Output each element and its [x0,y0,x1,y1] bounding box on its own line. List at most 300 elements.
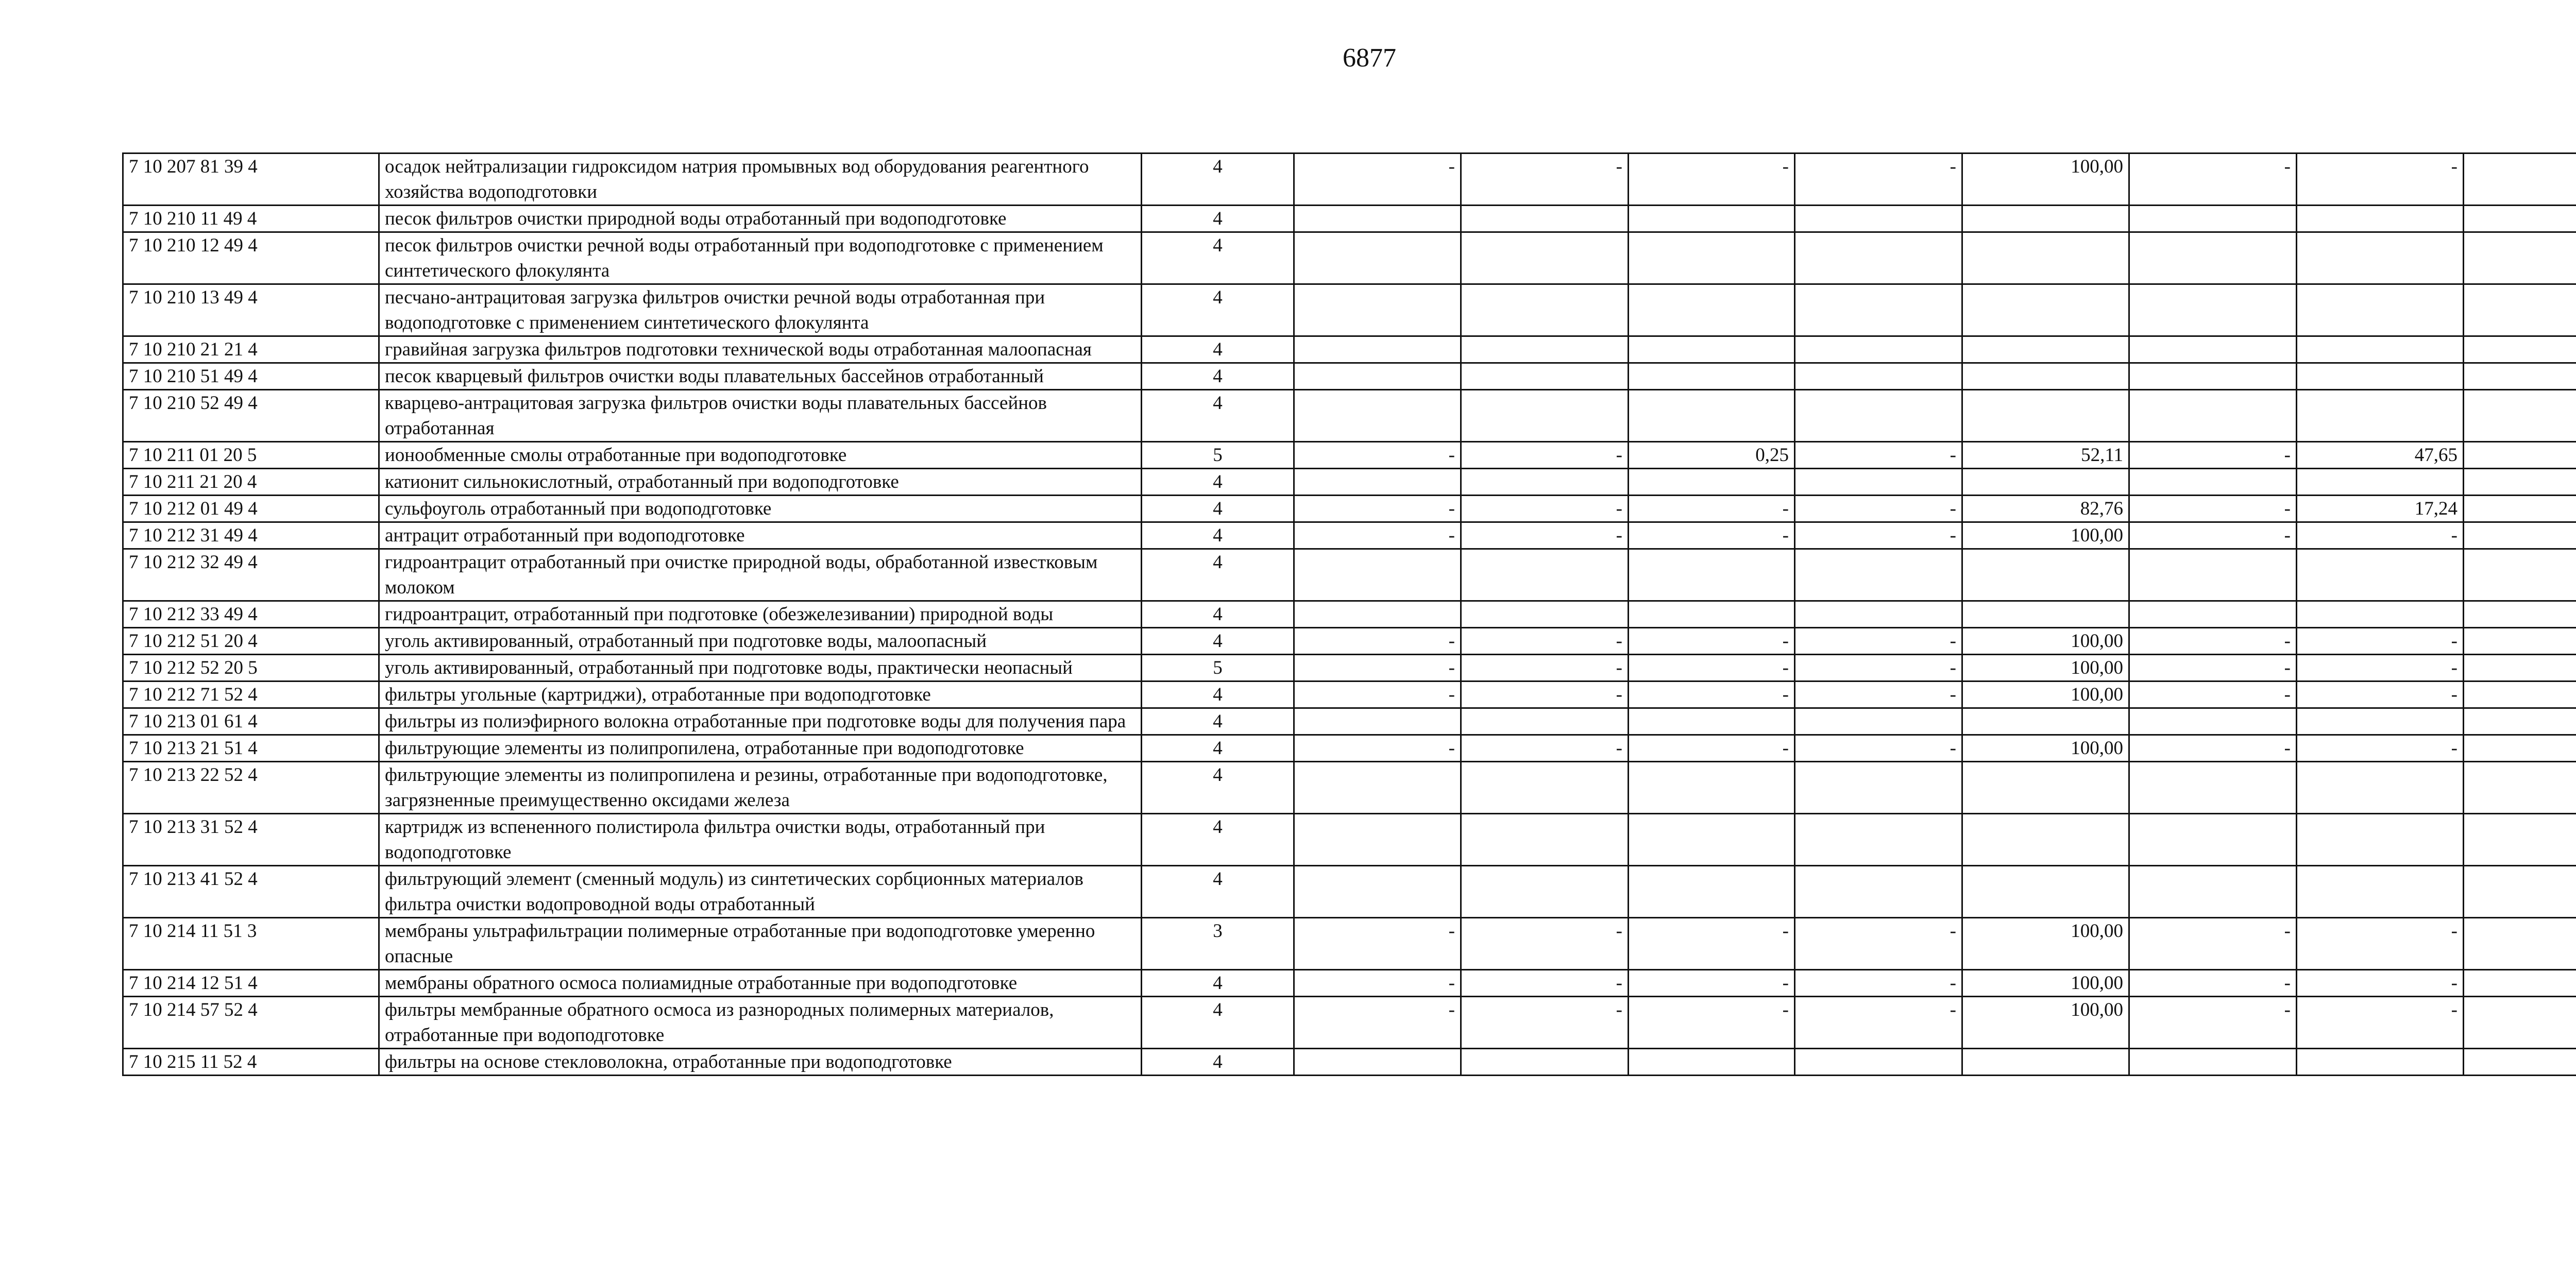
waste-name-cell: уголь активированный, отработанный при подготовке воды, практически неопасный [379,655,1142,681]
waste-code-cell: 7 10 213 41 52 4 [123,866,379,918]
value-cell [1294,1049,1461,1076]
value-cell: - [2129,970,2297,997]
value-cell: - [1294,496,1461,522]
table-row [123,628,2576,655]
value-cell [2129,284,2297,336]
table-row [123,1049,2576,1076]
waste-name-cell: сульфоуголь отработанный при водоподготовке [379,496,1142,522]
waste-name-cell: осадок нейтрализации гидроксидом натрия промывных вод оборудования реагентного хозяйства водоподготовки [379,154,1142,206]
value-cell [2129,549,2297,601]
value-cell: - [1461,997,1629,1049]
value-cell: - [2129,522,2297,549]
value-cell: - [2297,154,2464,206]
hazard-class-cell: 4 [1142,284,1294,336]
value-cell [1629,336,1795,363]
value-cell: - [2129,997,2297,1049]
value-cell [2464,154,2576,206]
value-cell: - [2129,442,2297,469]
waste-code-cell: 7 10 210 21 21 4 [123,336,379,363]
value-cell: 100,00 [1962,997,2129,1049]
value-cell [2297,1049,2464,1076]
value-cell [1461,708,1629,735]
value-cell: - [1461,681,1629,708]
waste-name-cell: катионит сильнокислотный, отработанный при водоподготовке [379,469,1142,496]
value-cell [2464,442,2576,469]
value-cell: - [2129,655,2297,681]
value-cell: - [1629,655,1795,681]
value-cell [2297,708,2464,735]
value-cell [1629,469,1795,496]
waste-code-cell: 7 10 212 33 49 4 [123,601,379,628]
waste-code-cell: 7 10 214 11 51 3 [123,918,379,970]
table-row [123,814,2576,866]
value-cell: - [2297,918,2464,970]
value-cell [1294,336,1461,363]
value-cell [1629,1049,1795,1076]
waste-name-cell: песок фильтров очистки речной воды отработанный при водоподготовке с применением синтетического флокулянта [379,232,1142,284]
table-row [123,154,2576,206]
waste-code-cell: 7 10 215 11 52 4 [123,1049,379,1076]
hazard-class-cell: 4 [1142,970,1294,997]
value-cell: - [1294,735,1461,762]
waste-name-cell: уголь активированный, отработанный при подготовке воды, малоопасный [379,628,1142,655]
value-cell: - [2297,997,2464,1049]
hazard-class-cell: 4 [1142,154,1294,206]
hazard-class-cell: 4 [1142,735,1294,762]
value-cell [1795,469,1962,496]
value-cell [1629,390,1795,442]
value-cell: 17,24 [2297,496,2464,522]
value-cell [1294,390,1461,442]
value-cell: - [2297,681,2464,708]
value-cell [1795,601,1962,628]
value-cell [2464,970,2576,997]
hazard-class-cell: 4 [1142,522,1294,549]
value-cell [2129,708,2297,735]
value-cell: 47,65 [2297,442,2464,469]
value-cell: - [2129,681,2297,708]
value-cell: - [1629,997,1795,1049]
value-cell: - [1795,628,1962,655]
value-cell [2297,336,2464,363]
table-row [123,363,2576,390]
hazard-class-cell: 3 [1142,918,1294,970]
hazard-class-cell: 4 [1142,866,1294,918]
value-cell: - [1795,970,1962,997]
value-cell [1294,363,1461,390]
waste-name-cell: кварцево-антрацитовая загрузка фильтров очистки воды плавательных бассейнов отработанная [379,390,1142,442]
value-cell [1962,601,2129,628]
waste-code-cell: 7 10 212 31 49 4 [123,522,379,549]
hazard-class-cell: 4 [1142,206,1294,232]
value-cell [1795,866,1962,918]
value-cell [1629,708,1795,735]
value-cell [2464,1049,2576,1076]
hazard-class-cell: 5 [1142,442,1294,469]
value-cell [2464,232,2576,284]
value-cell [1795,762,1962,814]
waste-code-cell: 7 10 210 11 49 4 [123,206,379,232]
value-cell [2464,681,2576,708]
value-cell [2297,549,2464,601]
value-cell: - [2129,154,2297,206]
value-cell [1461,469,1629,496]
waste-name-cell: песок фильтров очистки природной воды отработанный при водоподготовке [379,206,1142,232]
value-cell: - [1461,918,1629,970]
value-cell: - [1629,496,1795,522]
value-cell: - [1461,970,1629,997]
value-cell [2297,284,2464,336]
value-cell: - [1294,970,1461,997]
value-cell [2464,496,2576,522]
value-cell: - [1629,522,1795,549]
value-cell [1962,206,2129,232]
value-cell: - [1294,997,1461,1049]
waste-data-table [122,152,2576,1076]
waste-name-cell: антрацит отработанный при водоподготовке [379,522,1142,549]
value-cell: - [2297,735,2464,762]
value-cell [1795,814,1962,866]
value-cell: - [1461,655,1629,681]
waste-name-cell: песок кварцевый фильтров очистки воды плавательных бассейнов отработанный [379,363,1142,390]
value-cell: - [1629,918,1795,970]
value-cell [2464,735,2576,762]
value-cell [2297,363,2464,390]
table-row [123,549,2576,601]
value-cell [1962,336,2129,363]
value-cell: - [2297,970,2464,997]
table-row [123,469,2576,496]
table-row [123,735,2576,762]
value-cell [1795,549,1962,601]
value-cell: - [1294,655,1461,681]
value-cell: - [1294,681,1461,708]
value-cell [2464,284,2576,336]
value-cell: 100,00 [1962,655,2129,681]
value-cell [1294,814,1461,866]
value-cell [2129,336,2297,363]
value-cell [1461,284,1629,336]
waste-name-cell: песчано-антрацитовая загрузка фильтров очистки речной воды отработанная при водоподготовке с применением синтетического флокулянта [379,284,1142,336]
value-cell [1795,284,1962,336]
value-cell [2464,363,2576,390]
value-cell [1962,708,2129,735]
value-cell [1795,390,1962,442]
hazard-class-cell: 4 [1142,814,1294,866]
waste-name-cell: гидроантрацит, отработанный при подготовке (обезжелезивании) природной воды [379,601,1142,628]
value-cell [2464,601,2576,628]
waste-name-cell: фильтрующие элементы из полипропилена и резины, отработанные при водоподготовке, загрязненные преимущественно оксидами железа [379,762,1142,814]
waste-code-cell: 7 10 213 22 52 4 [123,762,379,814]
value-cell [2129,866,2297,918]
table-row [123,601,2576,628]
waste-name-cell: фильтрующий элемент (сменный модуль) из синтетических сорбционных материалов фильтра очистки водопроводной воды отработанный [379,866,1142,918]
value-cell: - [1795,442,1962,469]
value-cell [1461,549,1629,601]
waste-name-cell: мембраны обратного осмоса полиамидные отработанные при водоподготовке [379,970,1142,997]
hazard-class-cell: 4 [1142,681,1294,708]
value-cell [1294,549,1461,601]
value-cell [1461,336,1629,363]
waste-code-cell: 7 10 214 57 52 4 [123,997,379,1049]
value-cell [1461,206,1629,232]
waste-name-cell: фильтры на основе стекловолокна, отработанные при водоподготовке [379,1049,1142,1076]
value-cell: - [1294,442,1461,469]
table-row [123,206,2576,232]
value-cell: - [1294,522,1461,549]
value-cell [1294,601,1461,628]
value-cell: 0,25 [1629,442,1795,469]
waste-code-cell: 7 10 212 51 20 4 [123,628,379,655]
value-cell [1629,814,1795,866]
waste-code-cell: 7 10 213 01 61 4 [123,708,379,735]
value-cell [1962,866,2129,918]
waste-code-cell: 7 10 212 52 20 5 [123,655,379,681]
table-row [123,522,2576,549]
value-cell [1795,1049,1962,1076]
value-cell [1962,1049,2129,1076]
value-cell [2129,814,2297,866]
waste-name-cell: ионообменные смолы отработанные при водоподготовке [379,442,1142,469]
value-cell [1461,390,1629,442]
value-cell [1962,232,2129,284]
value-cell: - [1294,918,1461,970]
value-cell: - [1461,522,1629,549]
value-cell [2464,522,2576,549]
value-cell [2129,601,2297,628]
waste-code-cell: 7 10 211 21 20 4 [123,469,379,496]
value-cell: - [1461,442,1629,469]
value-cell [1294,232,1461,284]
value-cell: - [1795,735,1962,762]
value-cell [2129,390,2297,442]
value-cell: - [1461,735,1629,762]
value-cell [1629,762,1795,814]
value-cell [1294,708,1461,735]
table-row [123,708,2576,735]
waste-name-cell: фильтры мембранные обратного осмоса из разнородных полимерных материалов, отработанные при водоподготовке [379,997,1142,1049]
waste-name-cell: фильтры угольные (картриджи), отработанные при водоподготовке [379,681,1142,708]
hazard-class-cell: 4 [1142,628,1294,655]
value-cell [1294,206,1461,232]
value-cell: - [2129,496,2297,522]
table-row [123,997,2576,1049]
value-cell [2464,762,2576,814]
value-cell: - [1294,628,1461,655]
waste-code-cell: 7 10 212 01 49 4 [123,496,379,522]
value-cell: - [1795,655,1962,681]
value-cell [2129,363,2297,390]
waste-name-cell: картридж из вспененного полистирола фильтра очистки воды, отработанный при водоподготовке [379,814,1142,866]
table-row [123,762,2576,814]
value-cell [2464,469,2576,496]
value-cell: - [1795,918,1962,970]
value-cell: 100,00 [1962,628,2129,655]
value-cell: - [1461,496,1629,522]
value-cell: - [1795,997,1962,1049]
waste-code-cell: 7 10 212 71 52 4 [123,681,379,708]
value-cell: - [1294,154,1461,206]
value-cell [1962,363,2129,390]
table-row [123,918,2576,970]
hazard-class-cell: 4 [1142,469,1294,496]
table-row [123,496,2576,522]
value-cell [1629,206,1795,232]
waste-code-cell: 7 10 207 81 39 4 [123,154,379,206]
value-cell [1461,363,1629,390]
waste-name-cell: мембраны ультрафильтрации полимерные отработанные при водоподготовке умеренно опасные [379,918,1142,970]
value-cell [1962,469,2129,496]
waste-name-cell: гидроантрацит отработанный при очистке природной воды, обработанной известковым молоком [379,549,1142,601]
value-cell [1294,762,1461,814]
waste-code-cell: 7 10 214 12 51 4 [123,970,379,997]
value-cell: - [1795,681,1962,708]
table-row [123,390,2576,442]
value-cell [2297,232,2464,284]
value-cell: - [1461,628,1629,655]
value-cell [2297,601,2464,628]
hazard-class-cell: 4 [1142,363,1294,390]
value-cell [2297,206,2464,232]
value-cell [1795,206,1962,232]
table-row [123,970,2576,997]
hazard-class-cell: 4 [1142,336,1294,363]
value-cell: 100,00 [1962,970,2129,997]
waste-name-cell: гравийная загрузка фильтров подготовки технической воды отработанная малоопасная [379,336,1142,363]
value-cell [2464,708,2576,735]
value-cell: - [1629,735,1795,762]
value-cell [1461,601,1629,628]
value-cell [1629,363,1795,390]
hazard-class-cell: 4 [1142,762,1294,814]
waste-code-cell: 7 10 211 01 20 5 [123,442,379,469]
value-cell [2297,390,2464,442]
value-cell [1629,601,1795,628]
value-cell: - [2297,655,2464,681]
value-cell [1795,336,1962,363]
value-cell: - [1461,154,1629,206]
table-body [123,154,2576,1076]
hazard-class-cell: 4 [1142,496,1294,522]
value-cell: 52,11 [1962,442,2129,469]
value-cell [2464,814,2576,866]
value-cell [2464,549,2576,601]
value-cell [1962,814,2129,866]
value-cell [1461,762,1629,814]
waste-code-cell: 7 10 213 21 51 4 [123,735,379,762]
table-row [123,442,2576,469]
value-cell: 100,00 [1962,735,2129,762]
value-cell: - [2129,918,2297,970]
value-cell [2464,206,2576,232]
value-cell [1461,866,1629,918]
value-cell [1962,390,2129,442]
value-cell [1795,363,1962,390]
value-cell [2129,469,2297,496]
value-cell [1629,549,1795,601]
value-cell: - [2129,628,2297,655]
value-cell: - [2129,735,2297,762]
value-cell [1629,232,1795,284]
value-cell [2297,762,2464,814]
value-cell [1294,469,1461,496]
value-cell [1795,708,1962,735]
table-row [123,336,2576,363]
value-cell: 100,00 [1962,918,2129,970]
value-cell [2464,918,2576,970]
waste-name-cell: фильтрующие элементы из полипропилена, отработанные при водоподготовке [379,735,1142,762]
value-cell [2464,628,2576,655]
value-cell: - [1629,628,1795,655]
waste-code-cell: 7 10 210 51 49 4 [123,363,379,390]
hazard-class-cell: 4 [1142,1049,1294,1076]
waste-code-cell: 7 10 210 12 49 4 [123,232,379,284]
value-cell: - [1795,154,1962,206]
value-cell [2297,469,2464,496]
value-cell [2464,655,2576,681]
value-cell [1795,232,1962,284]
value-cell [2464,997,2576,1049]
hazard-class-cell: 4 [1142,997,1294,1049]
hazard-class-cell: 4 [1142,601,1294,628]
value-cell [2297,866,2464,918]
hazard-class-cell: 4 [1142,708,1294,735]
value-cell [1294,866,1461,918]
hazard-class-cell: 4 [1142,390,1294,442]
value-cell [1461,814,1629,866]
value-cell [2464,390,2576,442]
value-cell [1629,866,1795,918]
value-cell [1461,1049,1629,1076]
hazard-class-cell: 5 [1142,655,1294,681]
value-cell [2129,762,2297,814]
value-cell: - [1795,496,1962,522]
value-cell: - [1629,154,1795,206]
page-number: 6877 [1343,43,1396,73]
waste-code-cell: 7 10 212 32 49 4 [123,549,379,601]
value-cell [1294,284,1461,336]
value-cell [1962,762,2129,814]
value-cell: - [1629,681,1795,708]
table-row [123,232,2576,284]
value-cell [2129,232,2297,284]
value-cell [2129,206,2297,232]
hazard-class-cell: 4 [1142,232,1294,284]
value-cell: - [1795,522,1962,549]
waste-code-cell: 7 10 213 31 52 4 [123,814,379,866]
value-cell [1629,284,1795,336]
waste-code-cell: 7 10 210 52 49 4 [123,390,379,442]
value-cell: - [2297,628,2464,655]
value-cell [1962,549,2129,601]
value-cell: 100,00 [1962,154,2129,206]
value-cell [1962,284,2129,336]
value-cell [1461,232,1629,284]
value-cell: - [1629,970,1795,997]
value-cell [2129,1049,2297,1076]
value-cell: 100,00 [1962,681,2129,708]
waste-name-cell: фильтры из полиэфирного волокна отработанные при подготовке воды для получения пара [379,708,1142,735]
value-cell [2464,336,2576,363]
value-cell [2297,814,2464,866]
value-cell: - [2297,522,2464,549]
table-row [123,655,2576,681]
value-cell: 82,76 [1962,496,2129,522]
hazard-class-cell: 4 [1142,549,1294,601]
value-cell: 100,00 [1962,522,2129,549]
value-cell [2464,866,2576,918]
table-row [123,284,2576,336]
